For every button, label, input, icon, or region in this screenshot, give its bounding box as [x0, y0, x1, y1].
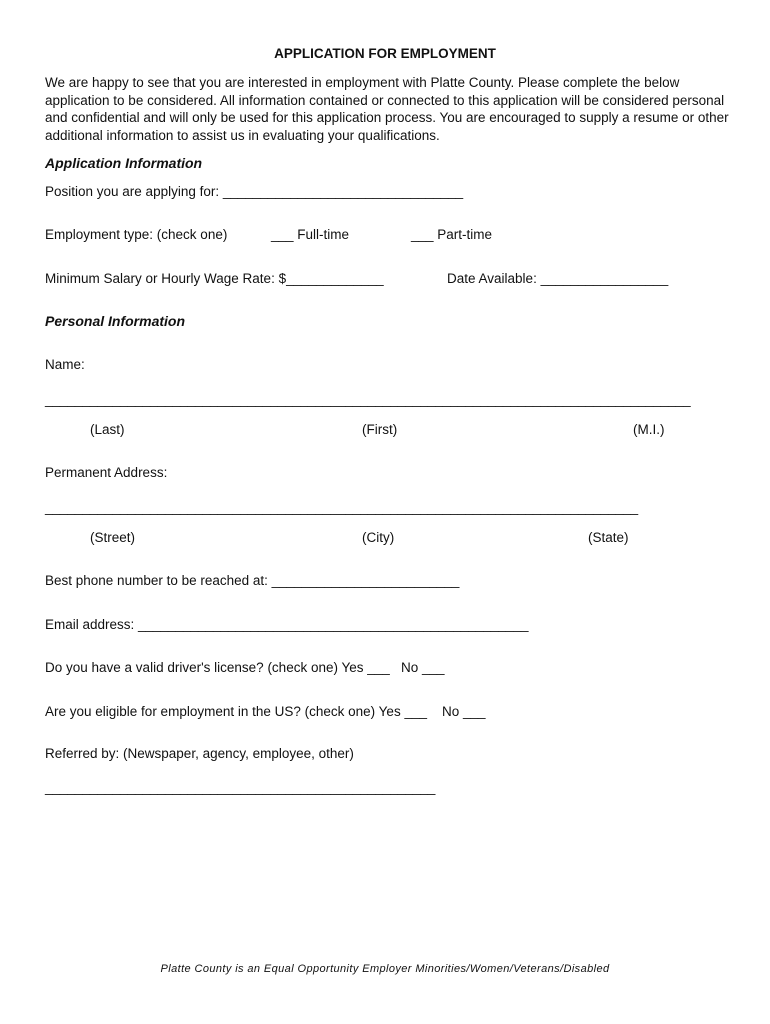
name-last-label: (Last) [90, 422, 125, 437]
full-time-option[interactable]: ___ Full-time [271, 227, 350, 242]
name-mi-label: (M.I.) [633, 422, 665, 437]
name-first-label: (First) [362, 422, 398, 437]
footer-eeo-statement: Platte County is an Equal Opportunity Employer Minorities/Women/Veterans/Disabled [160, 963, 610, 975]
part-time-option[interactable]: ___ Part-time [411, 227, 493, 242]
eligibility-question[interactable]: Are you eligible for employment in the US? (check one) Yes ___ No ___ [45, 704, 486, 719]
email-field[interactable]: Email address: ____________________________________________________ [45, 617, 529, 632]
salary-field[interactable]: Minimum Salary or Hourly Wage Rate: $_____________ [45, 271, 384, 286]
city-label: (City) [362, 530, 395, 545]
address-label: Permanent Address: [45, 465, 168, 480]
personal-info-heading: Personal Information [45, 313, 186, 329]
state-label: (State) [588, 530, 629, 545]
position-field[interactable]: Position you are applying for: ________________________________ [45, 184, 464, 199]
page-title: APPLICATION FOR EMPLOYMENT [274, 46, 496, 61]
address-field[interactable]: _______________________________________________________________________________ [45, 500, 639, 515]
date-available-field[interactable]: Date Available: _________________ [447, 271, 669, 286]
phone-field[interactable]: Best phone number to be reached at: _________________________ [45, 573, 460, 588]
referred-by-label: Referred by: (Newspaper, agency, employee, other) [45, 746, 354, 761]
referred-by-field[interactable]: ____________________________________________________ [45, 780, 436, 795]
street-label: (Street) [90, 530, 136, 545]
intro-paragraph: We are happy to see that you are interested in employment with Platte County. Please complete the below application to be considered. All information contained or connected to this application will be considered personal and confidential and will only be used for this application process. You are encouraged to supply a resume or other additional information to assist us in evaluating your qualifications. [45, 75, 729, 143]
employment-type-label: Employment type: (check one) [45, 227, 228, 242]
name-field[interactable]: ______________________________________________________________________________________ [45, 392, 691, 407]
drivers-license-question[interactable]: Do you have a valid driver's license? (check one) Yes ___ No ___ [45, 660, 445, 675]
name-label: Name: [45, 357, 85, 372]
application-info-heading: Application Information [45, 155, 203, 171]
